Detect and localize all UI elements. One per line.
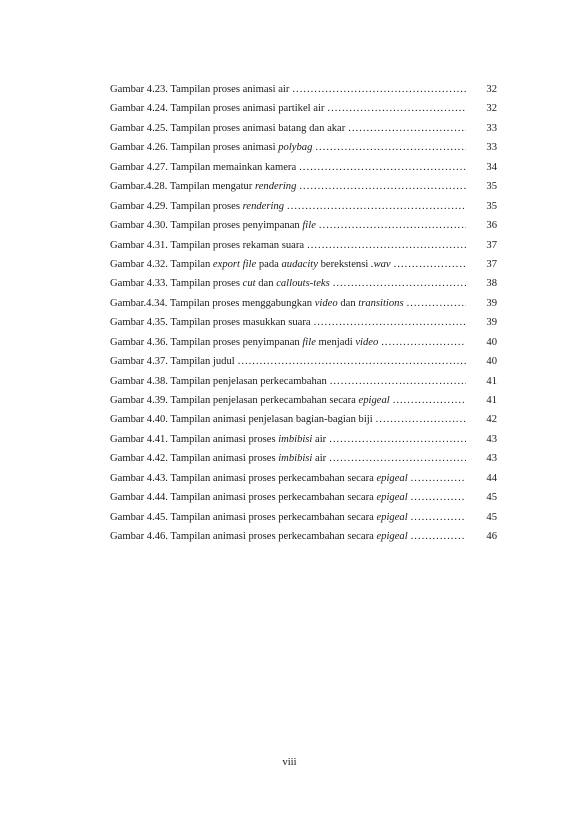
entry-caption xyxy=(110,410,373,429)
entry-caption xyxy=(110,333,378,352)
toc-entry[interactable] xyxy=(110,352,497,371)
caption-text: Gambar 4.43. Tampilan animasi proses perkecambahan secara xyxy=(110,472,377,484)
entry-page-number: 37 xyxy=(486,239,497,251)
dot-leader xyxy=(376,410,466,429)
caption-text: Gambar.4.28. Tampilan mengatur xyxy=(110,181,255,193)
entry-caption xyxy=(110,216,316,235)
dot-leader xyxy=(411,469,466,488)
entry-caption xyxy=(110,99,324,118)
caption-text: dan xyxy=(255,278,277,290)
dot-leader xyxy=(394,255,466,274)
dot-leader xyxy=(411,527,466,546)
caption-text: air xyxy=(312,453,327,465)
caption-text: Gambar 4.38. Tampilan penjelasan perkecambahan xyxy=(110,375,327,387)
toc-entry[interactable] xyxy=(110,527,497,546)
dot-leader xyxy=(307,236,466,255)
caption-text: air xyxy=(312,433,327,445)
entry-caption xyxy=(110,372,327,391)
entry-page-number: 35 xyxy=(486,200,497,212)
caption-italic-term: .wav xyxy=(370,258,391,270)
toc-entry[interactable] xyxy=(110,508,497,527)
entry-page-number: 35 xyxy=(486,181,497,193)
caption-text: pada xyxy=(256,258,282,270)
entry-page-number: 41 xyxy=(486,395,497,406)
caption-italic-term: epigeal xyxy=(376,492,408,504)
toc-entry[interactable] xyxy=(110,372,497,391)
dot-leader xyxy=(329,449,466,468)
entry-page-number: 39 xyxy=(486,297,497,309)
dot-leader xyxy=(299,158,466,177)
entry-page-number: 44 xyxy=(486,472,497,484)
toc-entry[interactable] xyxy=(110,99,497,118)
dot-leader xyxy=(411,488,466,507)
entry-caption xyxy=(110,430,326,449)
dot-leader xyxy=(330,372,466,391)
caption-italic-term: video xyxy=(314,297,338,309)
dot-leader xyxy=(393,391,466,410)
entry-page-number: 38 xyxy=(486,278,497,290)
toc-entry[interactable] xyxy=(110,410,497,429)
toc-entry[interactable] xyxy=(110,488,497,507)
dot-leader xyxy=(381,333,466,352)
caption-text: berekstensi xyxy=(317,258,371,270)
entry-page-number: 33 xyxy=(486,122,497,134)
caption-text: menjadi xyxy=(315,336,356,348)
caption-italic-term: file xyxy=(302,220,316,232)
caption-italic-term: rendering xyxy=(242,200,285,212)
list-of-figures xyxy=(110,80,497,547)
toc-entry[interactable] xyxy=(110,255,497,274)
toc-entry[interactable] xyxy=(110,138,497,157)
entry-caption xyxy=(110,294,404,313)
entry-page-number: 41 xyxy=(486,375,497,387)
entry-page-number: 36 xyxy=(486,220,497,232)
caption-text: Gambar 4.23. Tampilan proses animasi air xyxy=(110,84,290,95)
caption-text: Gambar 4.41. Tampilan animasi proses xyxy=(110,433,279,445)
caption-text: Gambar 4.24. Tampilan proses animasi partikel air xyxy=(110,103,325,115)
dot-leader xyxy=(315,138,466,157)
toc-entry[interactable] xyxy=(110,313,497,332)
entry-page-number: 43 xyxy=(486,433,497,445)
caption-text: Gambar 4.31. Tampilan proses rekaman suara xyxy=(110,239,305,251)
entry-caption xyxy=(110,488,408,507)
caption-italic-term: imbibisi xyxy=(278,453,313,465)
entry-page-number: 40 xyxy=(486,336,497,348)
entry-caption xyxy=(110,138,312,157)
dot-leader xyxy=(407,294,466,313)
entry-caption xyxy=(110,352,235,371)
entry-page-number: 32 xyxy=(486,84,497,95)
entry-caption xyxy=(110,527,408,546)
caption-text: Gambar 4.37. Tampilan judul xyxy=(110,356,235,368)
dot-leader xyxy=(327,99,466,118)
caption-italic-term: file xyxy=(302,336,316,348)
toc-entry[interactable] xyxy=(110,391,497,410)
caption-text: Gambar 4.45. Tampilan animasi proses perkecambahan secara xyxy=(110,511,377,523)
caption-italic-term: callouts-teks xyxy=(276,278,330,290)
caption-text: Gambar 4.42. Tampilan animasi proses xyxy=(110,453,279,465)
toc-entry[interactable] xyxy=(110,430,497,449)
toc-entry[interactable] xyxy=(110,294,497,313)
dot-leader xyxy=(238,352,466,371)
caption-text: Gambar 4.44. Tampilan animasi proses perkecambahan secara xyxy=(110,492,377,504)
toc-entry[interactable] xyxy=(110,274,497,293)
toc-entry[interactable] xyxy=(110,197,497,216)
entry-caption xyxy=(110,197,284,216)
toc-entry[interactable] xyxy=(110,158,497,177)
entry-caption xyxy=(110,177,296,196)
caption-text: Gambar 4.39. Tampilan penjelasan perkecambahan secara xyxy=(110,395,359,406)
caption-italic-term: epigeal xyxy=(358,395,390,406)
dot-leader xyxy=(292,80,466,99)
caption-text: Gambar 4.25. Tampilan proses animasi batang dan akar xyxy=(110,122,346,134)
caption-italic-term: rendering xyxy=(255,181,297,193)
toc-entry[interactable] xyxy=(110,449,497,468)
caption-text: Gambar 4.30. Tampilan proses penyimpanan xyxy=(110,220,303,232)
caption-italic-term: epigeal xyxy=(376,531,408,543)
entry-caption xyxy=(110,274,330,293)
entry-page-number: 45 xyxy=(486,492,497,504)
toc-entry[interactable] xyxy=(110,236,497,255)
caption-text: Gambar 4.29. Tampilan proses xyxy=(110,200,243,212)
dot-leader xyxy=(348,119,466,138)
entry-page-number: 32 xyxy=(486,103,497,115)
caption-italic-term: cut xyxy=(242,278,256,290)
caption-text: Gambar 4.35. Tampilan proses masukkan suara xyxy=(110,317,311,329)
entry-page-number: 40 xyxy=(486,356,497,368)
caption-italic-term: video xyxy=(355,336,379,348)
caption-text: Gambar 4.40. Tampilan animasi penjelasan bagian-bagian biji xyxy=(110,414,373,426)
entry-caption xyxy=(110,80,289,99)
dot-leader xyxy=(411,508,466,527)
entry-caption xyxy=(110,119,345,138)
toc-entry[interactable] xyxy=(110,216,497,235)
toc-entry[interactable] xyxy=(110,333,497,352)
caption-text: Gambar 4.33. Tampilan proses xyxy=(110,278,243,290)
caption-italic-term: export file xyxy=(212,258,257,270)
caption-text: dan xyxy=(337,297,359,309)
entry-caption xyxy=(110,158,296,177)
entry-page-number: 33 xyxy=(486,142,497,154)
dot-leader xyxy=(287,197,466,216)
caption-text: Gambar 4.27. Tampilan memainkan kamera xyxy=(110,161,297,173)
entry-caption xyxy=(110,469,408,488)
caption-italic-term: epigeal xyxy=(376,511,408,523)
caption-text: Gambar 4.32. Tampilan xyxy=(110,258,213,270)
dot-leader xyxy=(333,274,466,293)
page-number: viii xyxy=(282,757,297,768)
entry-page-number: 46 xyxy=(486,531,497,543)
dot-leader xyxy=(319,216,466,235)
entry-page-number: 39 xyxy=(486,317,497,329)
caption-text: Gambar 4.26. Tampilan proses animasi xyxy=(110,142,279,154)
toc-entry[interactable] xyxy=(110,469,497,488)
caption-italic-term: imbibisi xyxy=(278,433,313,445)
caption-text: Gambar.4.34. Tampilan proses menggabungkan xyxy=(110,297,315,309)
caption-italic-term: transitions xyxy=(358,297,404,309)
entry-caption xyxy=(110,236,304,255)
caption-italic-term: polybag xyxy=(278,142,313,154)
toc-entry[interactable] xyxy=(110,80,497,99)
entry-caption xyxy=(110,391,390,410)
dot-leader xyxy=(314,313,466,332)
entry-page-number: 37 xyxy=(486,258,497,270)
caption-italic-term: epigeal xyxy=(376,472,408,484)
entry-page-number: 45 xyxy=(486,511,497,523)
entry-caption xyxy=(110,255,391,274)
entry-caption xyxy=(110,508,408,527)
toc-entry[interactable] xyxy=(110,177,497,196)
toc-entry[interactable] xyxy=(110,119,497,138)
entry-page-number: 43 xyxy=(486,453,497,465)
dot-leader xyxy=(329,430,466,449)
caption-text: Gambar 4.46. Tampilan animasi proses perkecambahan secara xyxy=(110,531,377,543)
dot-leader xyxy=(299,177,466,196)
caption-text: Gambar 4.36. Tampilan proses penyimpanan xyxy=(110,336,303,348)
entry-caption xyxy=(110,313,311,332)
entry-page-number: 42 xyxy=(486,414,497,426)
entry-page-number: 34 xyxy=(486,161,497,173)
caption-italic-term: audacity xyxy=(281,258,318,270)
entry-caption xyxy=(110,449,326,468)
